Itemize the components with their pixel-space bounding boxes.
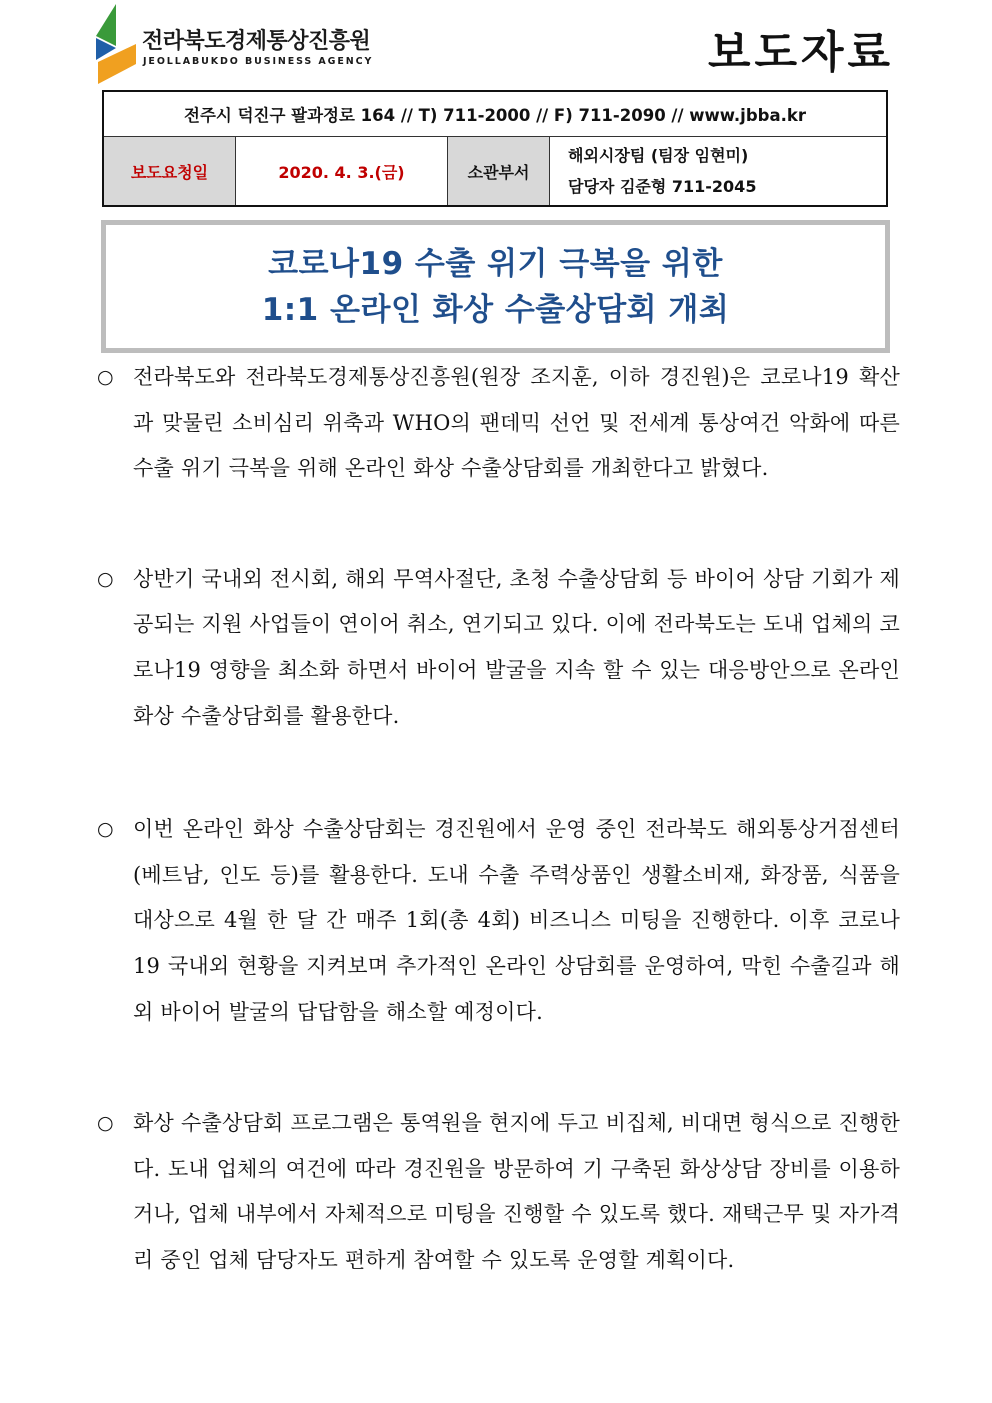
organization-name: 전라북도경제통상진흥원 (142, 29, 371, 54)
department-person: 담당자 김준형 711-2045 (568, 177, 757, 196)
paragraph (95, 1101, 900, 1283)
department-team: 해외시장팀 (팀장 임현미) (568, 146, 749, 165)
department-label: 소관부서 (448, 137, 550, 205)
paragraph (95, 557, 900, 739)
jbba-logo-icon (94, 2, 138, 86)
release-date-value: 2020. 4. 3.(금) (236, 137, 448, 205)
headline-line-2: 1:1 온라인 화상 수출상담회 개최 (261, 291, 730, 328)
document-type-title: 보도자료 (707, 27, 894, 78)
circle-bullet-icon: ○ (97, 1112, 114, 1135)
paragraph (95, 807, 900, 1035)
circle-bullet-icon: ○ (97, 818, 114, 841)
paragraph-text: 전라북도와 전라북도경제통상진흥원(원장 조지훈, 이하 경진원)은 코로나19 확산과 맞물린 소비심리 위축과 WHO의 팬데믹 선언 및 전세계 통상여건 악화에 따른 수출 위기 극복을 위해 온라인 화상 수출상담회를 개최한다고 밝혔다. (133, 365, 900, 481)
department-contact (550, 137, 886, 205)
release-info-row (104, 137, 886, 205)
organization-logo (94, 2, 394, 86)
headline-line-1: 코로나19 수출 위기 극복을 위한 (268, 245, 723, 282)
circle-bullet-icon: ○ (97, 567, 114, 590)
paragraph (95, 355, 900, 492)
release-date-label: 보도요청일 (104, 137, 236, 205)
circle-bullet-icon: ○ (97, 366, 114, 388)
paragraph-text: 화상 수출상담회 프로그램은 통역원을 현지에 두고 비집체, 비대면 형식으로 진행한다. 도내 업체의 여건에 따라 경진원을 방문하여 기 구축된 화상상담 장비를 이용하거나, 업체 내부에서 자체적으로 미팅을 진행할 수 있도록 했다. 재택근무 및 자가격리 중인 업체 담당자도 편하게 참여할 수 있도록 운영할 계획이다. (133, 1111, 900, 1272)
press-info-table (102, 90, 888, 207)
article-body (95, 355, 900, 1284)
headline-box (101, 220, 890, 353)
contact-address-line: 전주시 덕진구 팔과정로 164 // T) 711-2000 // F) 711-2090 // www.jbba.kr (104, 92, 886, 137)
document-header (94, 2, 894, 86)
paragraph-text: 상반기 국내외 전시회, 해외 무역사절단, 초청 수출상담회 등 바이어 상담 기회가 제공되는 지원 사업들이 연이어 취소, 연기되고 있다. 이에 전라북도는 도내 업체의 코로나19 영향을 최소화 하면서 바이어 발굴을 지속 할 수 있는 대응방안으로 온라인 화상 수출상담회를 활용한다. (133, 566, 900, 728)
paragraph-text: 이번 온라인 화상 수출상담회는 경진원에서 운영 중인 전라북도 해외통상거점센터(베트남, 인도 등)를 활용한다. 도내 수출 주력상품인 생활소비재, 화장품, 식품을 대상으로 4월 한 달 간 매주 1회(총 4회) 비즈니스 미팅을 진행한다. 이후 코로나19 국내외 현황을 지켜보며 추가적인 온라인 상담회를 운영하여, 막힌 수출길과 해외 바이어 발굴의 답답함을 해소할 예정이다. (133, 817, 900, 1024)
organization-name-english: JEOLLABUKDO BUSINESS AGENCY (143, 56, 374, 67)
